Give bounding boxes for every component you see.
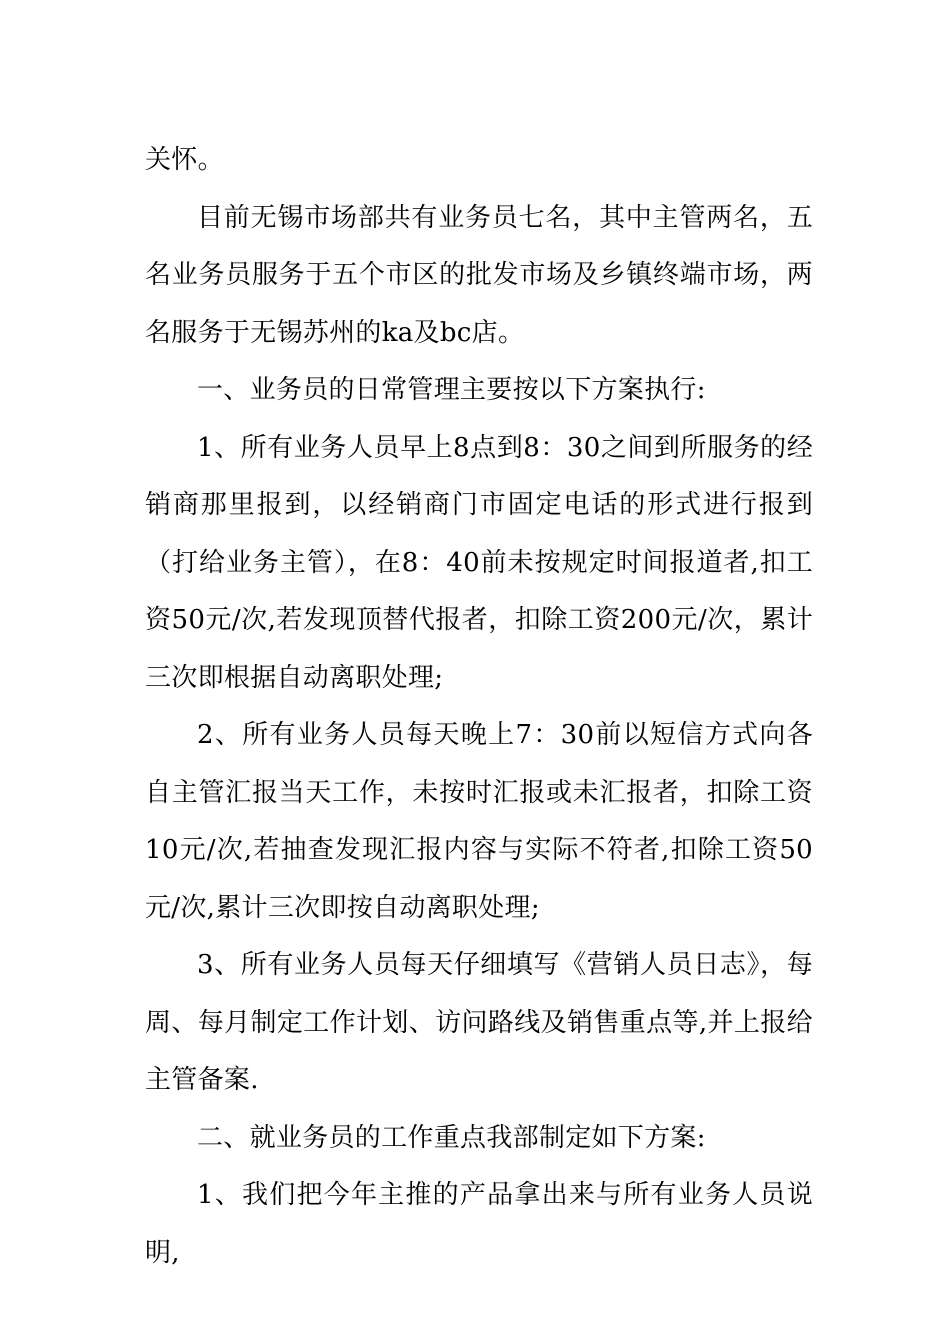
- paragraph-rule-3-sales-log: 3、所有业务人员每天仔细填写《营销人员日志》，每周、每月制定工作计划、访问路线及销售重点等,并上报给主管备案.: [145, 950, 813, 1095]
- section-heading-daily-management: 一、业务员的日常管理主要按以下方案执行:: [197, 375, 706, 405]
- paragraph-rule-2-evening-report: 2、所有业务人员每天晚上7：30前以短信方式向各自主管汇报当天工作，未按时汇报或未汇报者，扣除工资10元/次,若抽查发现汇报内容与实际不符者,扣除工资50元/次,累计三次即按自动离职处理;: [145, 720, 813, 923]
- document-body: [145, 132, 813, 1282]
- section-heading-work-focus: 二、就业务员的工作重点我部制定如下方案:: [197, 1122, 706, 1153]
- paragraph-continuation: 关怀。: [145, 145, 224, 175]
- paragraph-rule-1-check-in: 1、所有业务人员早上8点到8：30之间到所服务的经销商那里报到，以经销商门市固定电话的形式进行报到（打给业务主管），在8：40前未按规定时间报道者,扣工资50元/次,若发现顶替代报者，扣除工资200元/次，累计三次即根据自动离职处理;: [145, 432, 813, 693]
- paragraph-staff-overview: 目前无锡市场部共有业务员七名，其中主管两名，五名业务员服务于五个市区的批发市场及乡镇终端市场，两名服务于无锡苏州的ka及bc店。: [145, 202, 813, 348]
- paragraph-focus-1-products: 1、我们把今年主推的产品拿出来与所有业务人员说明,: [145, 1180, 813, 1268]
